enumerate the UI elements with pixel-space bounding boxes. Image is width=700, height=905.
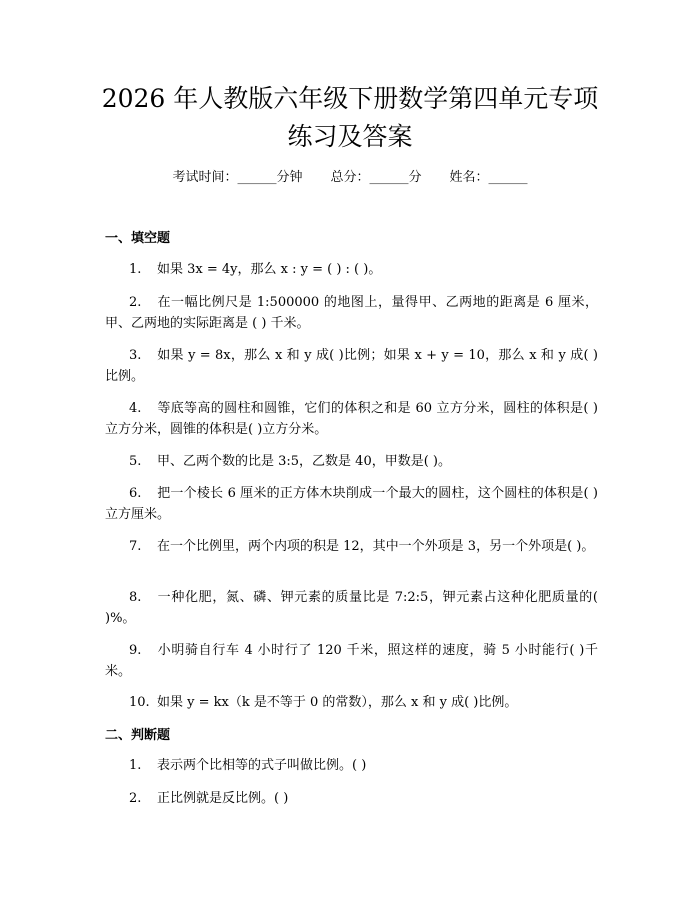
title-line-1: 2026 年人教版六年级下册数学第四单元专项 bbox=[101, 84, 599, 113]
question-text: 甲、乙两个数的比是 3:5，乙数是 40，甲数是( )。 bbox=[157, 454, 452, 469]
question-number: 5. bbox=[129, 454, 142, 469]
student-name-field: 姓名：______ bbox=[449, 170, 528, 185]
question-number: 6. bbox=[129, 486, 142, 501]
question-item bbox=[105, 292, 598, 334]
question-number: 10. bbox=[129, 695, 150, 710]
section-heading-true-false: 二、判断题 bbox=[105, 728, 171, 743]
exam-meta bbox=[40, 168, 660, 188]
question-text: 如果 y = kx（k 是不等于 0 的常数），那么 x 和 y 成( )比例。 bbox=[157, 695, 518, 710]
document-title bbox=[40, 80, 660, 156]
section-heading-fill-in: 一、填空题 bbox=[105, 231, 171, 246]
question-item bbox=[105, 536, 598, 557]
question-text: 正比例就是反比例。( ) bbox=[157, 791, 289, 806]
question-number: 8. bbox=[129, 590, 142, 605]
question-text: 如果 y = 8x，那么 x 和 y 成( )比例；如果 x + y = 10，那么 x 和 y 成( )比例。 bbox=[105, 348, 598, 384]
question-number: 1. bbox=[129, 262, 142, 277]
question-number: 9. bbox=[129, 643, 142, 658]
question-item bbox=[105, 755, 598, 776]
question-item bbox=[105, 483, 598, 525]
question-text: 等底等高的圆柱和圆锥，它们的体积之和是 60 立方分米，圆柱的体积是( )立方分米，圆锥的体积是( )立方分米。 bbox=[105, 401, 598, 437]
question-item bbox=[105, 398, 598, 440]
question-item bbox=[105, 692, 598, 713]
question-item bbox=[105, 451, 598, 472]
question-text: 如果 3x = 4y，那么 x : y = ( ) : ( )。 bbox=[157, 262, 382, 277]
question-text: 小明骑自行车 4 小时行了 120 千米，照这样的速度，骑 5 小时能行( )千米。 bbox=[105, 643, 598, 679]
question-item bbox=[105, 788, 598, 809]
question-number: 1. bbox=[129, 758, 142, 773]
question-number: 2. bbox=[129, 295, 142, 310]
question-number: 2. bbox=[129, 791, 142, 806]
question-text: 表示两个比相等的式子叫做比例。( ) bbox=[157, 758, 367, 773]
question-text: 在一个比例里，两个内项的积是 12，其中一个外项是 3，另一个外项是( )。 bbox=[157, 539, 595, 554]
question-item bbox=[105, 345, 598, 387]
question-text: 把一个棱长 6 厘米的正方体木块削成一个最大的圆柱，这个圆柱的体积是( )立方厘米。 bbox=[105, 486, 598, 522]
question-number: 4. bbox=[129, 401, 142, 416]
question-item bbox=[105, 259, 598, 280]
exam-time-field: 考试时间：______分钟 bbox=[172, 170, 303, 185]
title-line-2: 练习及答案 bbox=[287, 122, 413, 151]
question-number: 3. bbox=[129, 348, 142, 363]
question-text: 一种化肥，氮、磷、钾元素的质量比是 7:2:5，钾元素占这种化肥质量的( )%。 bbox=[105, 590, 598, 626]
total-score-field: 总分：______分 bbox=[330, 170, 422, 185]
question-number: 7. bbox=[129, 539, 142, 554]
question-text: 在一幅比例尺是 1:500000 的地图上，量得甲、乙两地的距离是 6 厘米，甲、乙两地的实际距离是 ( ) 千米。 bbox=[105, 295, 598, 331]
question-item bbox=[105, 640, 598, 682]
question-item bbox=[105, 587, 598, 629]
